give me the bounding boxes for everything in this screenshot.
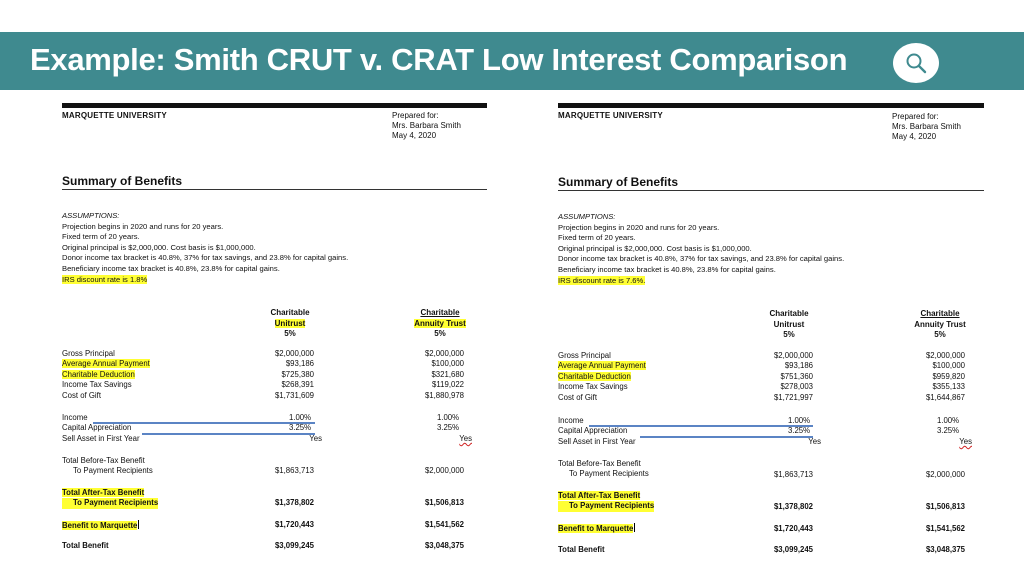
crut-values-b	[272, 413, 328, 444]
row-label: Cost of Gift	[558, 392, 597, 402]
after-tax-crat: $1,506,813	[424, 498, 464, 507]
assumption-line: Fixed term of 20 years.	[558, 233, 636, 243]
org-name: MARQUETTE UNIVERSITY	[62, 111, 167, 120]
col-header-line: Annuity Trust	[414, 318, 466, 328]
assumptions-head: ASSUMPTIONS:	[558, 212, 616, 221]
col-header-line: Charitable	[920, 309, 960, 318]
benefit-marquette-crut: $1,720,443	[274, 520, 314, 529]
benefit-marquette-crut: $1,720,443	[773, 524, 813, 533]
cell: 1.00%	[936, 416, 960, 425]
assumption-line: Original principal is $2,000,000. Cost basis is $1,000,000.	[62, 242, 256, 252]
row-label: To Payment Recipients	[62, 498, 158, 508]
col-header-line: 5%	[934, 330, 946, 339]
assumptions-block	[62, 211, 348, 285]
cell: $100,000	[431, 359, 464, 369]
after-tax-crat: $1,506,813	[925, 502, 965, 511]
org-name: MARQUETTE UNIVERSITY	[558, 111, 663, 120]
crat-column-header	[902, 309, 978, 341]
prepared-name: Mrs. Barbara Smith	[392, 121, 461, 130]
row-label: Total Before-Tax Benefit	[558, 459, 641, 468]
total-benefit-crat: $3,048,375	[424, 541, 464, 550]
cell: $321,680	[431, 369, 464, 379]
cell: Yes	[959, 436, 972, 446]
row-label: Charitable Deduction	[558, 371, 631, 381]
assumption-line: Fixed term of 20 years.	[62, 232, 140, 242]
after-tax-label	[558, 491, 654, 512]
summary-rule	[558, 190, 984, 191]
summary-title: Summary of Benefits	[558, 175, 679, 189]
crut-column-header	[252, 308, 328, 340]
col-header-line: Charitable	[769, 309, 809, 318]
row-label: Capital Appreciation	[62, 423, 132, 433]
row-label: Average Annual Payment	[62, 359, 150, 369]
cell: $268,391	[281, 380, 314, 390]
assumption-line: Donor income tax bracket is 40.8%, 37% for tax savings, and 23.8% for capital gains.	[558, 254, 845, 264]
total-benefit-label: Total Benefit	[62, 541, 109, 550]
cell: $725,380	[281, 369, 314, 379]
crat-values-b	[424, 413, 472, 444]
cell: $1,721,997	[773, 392, 813, 402]
col-header-line: 5%	[284, 329, 296, 338]
col-header-line: 5%	[434, 329, 446, 338]
cell: 1.00%	[288, 413, 312, 422]
benefit-marquette-crat: $1,541,562	[925, 524, 965, 533]
cell: $1,731,609	[274, 390, 314, 400]
cell: $2,000,000	[424, 349, 464, 358]
assumptions-block	[558, 212, 844, 286]
after-tax-crut: $1,378,802	[274, 498, 314, 507]
total-benefit-label: Total Benefit	[558, 545, 605, 554]
irs-discount-rate: IRS discount rate is 7.6%.	[558, 275, 646, 285]
crat-values-b	[924, 416, 972, 447]
assumption-line: Projection begins in 2020 and runs for 20 years.	[558, 222, 720, 232]
report-top-rule	[62, 103, 487, 108]
assumption-line: Donor income tax bracket is 40.8%, 37% for tax savings, and 23.8% for capital gains.	[62, 253, 349, 263]
col-header-line: Unitrust	[274, 318, 306, 328]
col-header-line: 5%	[783, 330, 795, 339]
before-tax-crut: $1,863,713	[773, 470, 813, 479]
row-label: Total After-Tax Benefit	[62, 488, 145, 497]
row-label: Sell Asset in First Year	[558, 436, 636, 446]
prepared-for	[392, 111, 461, 141]
crut-values-a	[751, 351, 813, 403]
irs-discount-rate: IRS discount rate is 1.8%	[62, 274, 148, 284]
top-strip	[0, 0, 1024, 32]
before-tax-label	[558, 459, 649, 480]
row-label: Income	[62, 413, 88, 422]
text-cursor	[138, 520, 139, 529]
prepared-label: Prepared for:	[892, 112, 939, 121]
left-report	[62, 103, 490, 573]
row-label: Gross Principal	[62, 349, 115, 358]
crut-column-header	[751, 309, 827, 341]
row-label: Income Tax Savings	[62, 380, 132, 390]
cell: $2,000,000	[773, 351, 813, 360]
row-label: Sell Asset in First Year	[62, 433, 140, 443]
assumption-line: Beneficiary income tax bracket is 40.8%, 23.8% for capital gains.	[558, 264, 776, 274]
benefit-marquette-label	[62, 520, 139, 531]
prepared-date: May 4, 2020	[392, 131, 437, 140]
row-labels-a	[558, 351, 646, 403]
before-tax-crat: $2,000,000	[424, 466, 464, 475]
row-label: To Payment Recipients	[73, 466, 153, 476]
row-label: Capital Appreciation	[558, 426, 628, 436]
report-top-rule	[558, 103, 984, 108]
row-label: Benefit to Marquette	[62, 521, 138, 530]
row-label: To Payment Recipients	[569, 469, 649, 479]
cell: $119,022	[432, 380, 464, 390]
row-label: Total Before-Tax Benefit	[62, 456, 145, 465]
row-label: Gross Principal	[558, 351, 611, 360]
summary-rule	[62, 189, 487, 190]
cell: $2,000,000	[274, 349, 314, 358]
prepared-date: May 4, 2020	[892, 132, 937, 141]
after-tax-label	[62, 488, 158, 509]
cell: $751,360	[780, 371, 813, 381]
crut-values-a	[252, 349, 314, 401]
cell: $959,820	[932, 371, 965, 381]
total-benefit-crut: $3,099,245	[773, 545, 813, 554]
benefit-marquette-label	[558, 523, 635, 534]
row-label: Benefit to Marquette	[558, 524, 634, 533]
slide-title: Example: Smith CRUT v. CRAT Low Interest Comparison	[30, 42, 848, 77]
right-report	[558, 103, 988, 573]
before-tax-crat: $2,000,000	[925, 470, 965, 479]
cell: 3.25%	[787, 426, 811, 436]
prepared-label: Prepared for:	[392, 111, 439, 120]
cell: Yes	[309, 433, 322, 443]
cell: 1.00%	[787, 416, 811, 425]
cell: 3.25%	[936, 426, 960, 436]
cell: Yes	[459, 433, 472, 443]
cell: 3.25%	[436, 423, 460, 433]
cell: 3.25%	[288, 423, 312, 433]
row-label: Average Annual Payment	[558, 361, 646, 371]
col-header-line: Charitable	[270, 308, 310, 317]
cell: $100,000	[932, 361, 965, 371]
search-button[interactable]	[893, 43, 939, 83]
cell: $278,003	[780, 382, 813, 392]
cell: Yes	[808, 436, 821, 446]
total-benefit-crut: $3,099,245	[274, 541, 314, 550]
cell: $93,186	[784, 361, 813, 371]
crat-values-a	[903, 351, 965, 403]
col-header-line: Annuity Trust	[914, 319, 966, 329]
col-header-line: Charitable	[420, 308, 460, 317]
cell: $93,186	[285, 359, 314, 369]
crat-values-a	[402, 349, 464, 401]
col-header-line: Unitrust	[773, 319, 805, 329]
crat-column-header	[402, 308, 478, 340]
row-label: Cost of Gift	[62, 390, 101, 400]
row-label: Income Tax Savings	[558, 382, 628, 392]
cell: $1,880,978	[424, 390, 464, 400]
prepared-name: Mrs. Barbara Smith	[892, 122, 961, 131]
prepared-for	[892, 112, 961, 142]
title-banner	[0, 32, 1024, 90]
row-labels-b	[558, 416, 636, 447]
search-icon	[904, 51, 928, 75]
row-label: Income	[558, 416, 584, 425]
text-cursor	[634, 523, 635, 532]
cell: $355,133	[932, 382, 965, 392]
after-tax-crut: $1,378,802	[773, 502, 813, 511]
assumption-line: Projection begins in 2020 and runs for 20 years.	[62, 221, 224, 231]
row-label: Total After-Tax Benefit	[558, 491, 641, 500]
summary-title: Summary of Benefits	[62, 174, 183, 188]
cell: $1,644,867	[925, 392, 965, 402]
row-labels-b	[62, 413, 140, 444]
row-labels-a	[62, 349, 150, 401]
assumptions-head: ASSUMPTIONS:	[62, 211, 120, 220]
assumption-line: Beneficiary income tax bracket is 40.8%, 23.8% for capital gains.	[62, 263, 280, 273]
cell: $2,000,000	[925, 351, 965, 360]
before-tax-crut: $1,863,713	[274, 466, 314, 475]
row-label: To Payment Recipients	[558, 501, 654, 511]
before-tax-label	[62, 456, 153, 477]
row-label: Charitable Deduction	[62, 369, 135, 379]
cell: 1.00%	[436, 413, 460, 422]
benefit-marquette-crat: $1,541,562	[424, 520, 464, 529]
crut-values-b	[771, 416, 827, 447]
total-benefit-crat: $3,048,375	[925, 545, 965, 554]
assumption-line: Original principal is $2,000,000. Cost basis is $1,000,000.	[558, 243, 752, 253]
